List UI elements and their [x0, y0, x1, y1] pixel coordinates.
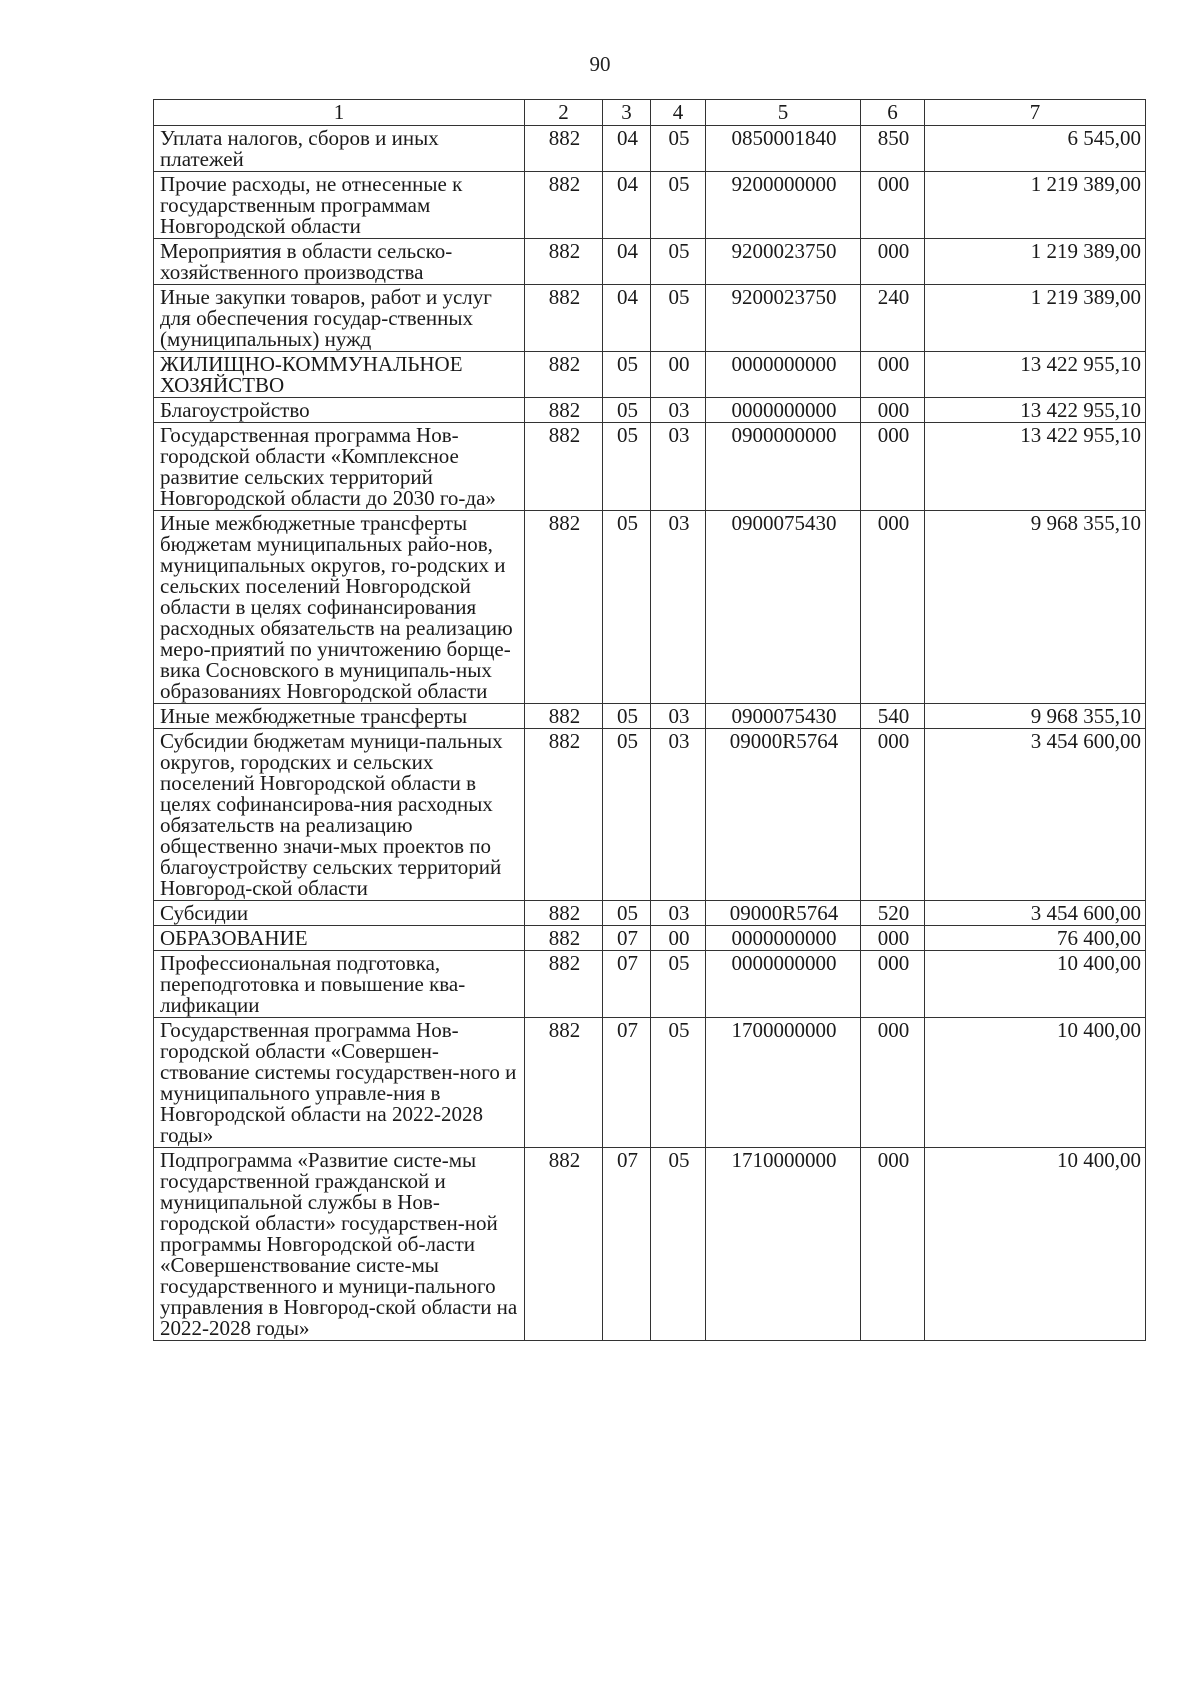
- row-code-4: 00: [651, 352, 706, 398]
- row-code-6: 000: [861, 1148, 925, 1341]
- row-name: Подпрограмма «Развитие систе-мы государственной гражданской и муниципальной службы в Нов-городской области» государствен-ной программы Новгородской об-ласти «Совершенствование систе-мы государственного и муници-пального управления в Новгород-ской области на 2022-2028 годы»: [154, 1148, 525, 1341]
- row-name: Государственная программа Нов-городской области «Совершен-ствование системы государствен-ного и муниципального управле-ния в Новгородской области на 2022-2028 годы»: [154, 1018, 525, 1148]
- table-row: [154, 1148, 1146, 1341]
- row-code-3: 04: [603, 126, 651, 172]
- row-name: ОБРАЗОВАНИЕ: [154, 926, 525, 951]
- row-code-5: 0000000000: [706, 352, 861, 398]
- row-code-6: 000: [861, 926, 925, 951]
- row-code-2: 882: [525, 511, 603, 704]
- row-code-4: 03: [651, 729, 706, 901]
- row-code-6: 000: [861, 398, 925, 423]
- row-amount: 13 422 955,10: [925, 423, 1146, 511]
- row-code-2: 882: [525, 352, 603, 398]
- column-header-7: 7: [925, 100, 1146, 126]
- row-code-3: 05: [603, 398, 651, 423]
- row-code-6: 000: [861, 172, 925, 239]
- row-amount: 10 400,00: [925, 1018, 1146, 1148]
- row-code-3: 07: [603, 951, 651, 1018]
- row-code-3: 07: [603, 1148, 651, 1341]
- row-code-4: 05: [651, 1148, 706, 1341]
- row-amount: 10 400,00: [925, 1148, 1146, 1341]
- table-row: [154, 352, 1146, 398]
- table-row: [154, 951, 1146, 1018]
- table-header-row: [154, 100, 1146, 126]
- table-row: [154, 901, 1146, 926]
- row-code-3: 07: [603, 926, 651, 951]
- table-row: [154, 729, 1146, 901]
- table-row: [154, 285, 1146, 352]
- row-code-6: 000: [861, 511, 925, 704]
- row-amount: 3 454 600,00: [925, 901, 1146, 926]
- column-header-6: 6: [861, 100, 925, 126]
- row-amount: 1 219 389,00: [925, 239, 1146, 285]
- row-code-6: 000: [861, 729, 925, 901]
- row-code-5: 0900000000: [706, 423, 861, 511]
- row-amount: 6 545,00: [925, 126, 1146, 172]
- row-code-4: 05: [651, 285, 706, 352]
- row-amount: 13 422 955,10: [925, 352, 1146, 398]
- row-code-4: 05: [651, 1018, 706, 1148]
- row-name: Иные закупки товаров, работ и услуг для обеспечения государ-ственных (муниципальных) нужд: [154, 285, 525, 352]
- column-header-1: 1: [154, 100, 525, 126]
- row-code-4: 03: [651, 398, 706, 423]
- table-row: [154, 704, 1146, 729]
- row-code-4: 05: [651, 239, 706, 285]
- row-name: Благоустройство: [154, 398, 525, 423]
- row-code-6: 000: [861, 1018, 925, 1148]
- row-amount: 13 422 955,10: [925, 398, 1146, 423]
- row-code-6: 000: [861, 352, 925, 398]
- row-code-3: 04: [603, 285, 651, 352]
- row-code-5: 0000000000: [706, 926, 861, 951]
- row-name: Государственная программа Нов-городской области «Комплексное развитие сельских территорий Новгородской области до 2030 го-да»: [154, 423, 525, 511]
- row-code-5: 1700000000: [706, 1018, 861, 1148]
- table-row: [154, 126, 1146, 172]
- table-row: [154, 239, 1146, 285]
- row-name: Прочие расходы, не отнесенные к государственным программам Новгородской области: [154, 172, 525, 239]
- row-code-3: 05: [603, 511, 651, 704]
- row-name: Субсидии: [154, 901, 525, 926]
- row-code-4: 03: [651, 423, 706, 511]
- row-code-4: 05: [651, 126, 706, 172]
- row-code-2: 882: [525, 1018, 603, 1148]
- row-code-6: 000: [861, 239, 925, 285]
- row-name: Субсидии бюджетам муници-пальных округов, городских и сельских поселений Новгородской области в целях софинансирова-ния расходных обязательств на реализацию общественно значи-мых проектов по благоустройству сельских территорий Новгород-ской области: [154, 729, 525, 901]
- table-row: [154, 926, 1146, 951]
- column-header-2: 2: [525, 100, 603, 126]
- row-code-2: 882: [525, 126, 603, 172]
- row-code-3: 07: [603, 1018, 651, 1148]
- row-code-5: 0850001840: [706, 126, 861, 172]
- page-number: 90: [589, 52, 611, 76]
- table-row: [154, 423, 1146, 511]
- row-code-3: 05: [603, 423, 651, 511]
- row-code-6: 540: [861, 704, 925, 729]
- row-code-6: 850: [861, 126, 925, 172]
- row-amount: 3 454 600,00: [925, 729, 1146, 901]
- row-code-6: 000: [861, 951, 925, 1018]
- row-code-6: 000: [861, 423, 925, 511]
- row-name: Мероприятия в области сельско-хозяйственного производства: [154, 239, 525, 285]
- row-code-5: 0000000000: [706, 398, 861, 423]
- row-code-2: 882: [525, 285, 603, 352]
- row-code-2: 882: [525, 423, 603, 511]
- row-code-4: 05: [651, 951, 706, 1018]
- row-code-2: 882: [525, 398, 603, 423]
- row-amount: 10 400,00: [925, 951, 1146, 1018]
- row-name: ЖИЛИЩНО-КОММУНАЛЬНОЕ ХОЗЯЙСТВО: [154, 352, 525, 398]
- table-row: [154, 1018, 1146, 1148]
- column-header-4: 4: [651, 100, 706, 126]
- row-code-2: 882: [525, 926, 603, 951]
- row-code-5: 0900075430: [706, 704, 861, 729]
- row-code-3: 05: [603, 901, 651, 926]
- row-code-4: 03: [651, 511, 706, 704]
- row-amount: 9 968 355,10: [925, 704, 1146, 729]
- row-code-2: 882: [525, 1148, 603, 1341]
- table-row: [154, 398, 1146, 423]
- row-code-3: 05: [603, 729, 651, 901]
- column-header-5: 5: [706, 100, 861, 126]
- row-code-6: 240: [861, 285, 925, 352]
- row-code-2: 882: [525, 704, 603, 729]
- table-row: [154, 511, 1146, 704]
- row-code-3: 04: [603, 239, 651, 285]
- column-header-3: 3: [603, 100, 651, 126]
- row-name: Уплата налогов, сборов и иных платежей: [154, 126, 525, 172]
- row-code-2: 882: [525, 951, 603, 1018]
- row-amount: 9 968 355,10: [925, 511, 1146, 704]
- row-code-5: 9200023750: [706, 239, 861, 285]
- row-code-4: 00: [651, 926, 706, 951]
- row-code-5: 1710000000: [706, 1148, 861, 1341]
- row-name: Иные межбюджетные трансферты бюджетам муниципальных райо-нов, муниципальных округов, го-родских и сельских поселений Новгородской области в целях софинансирования расходных обязательств на реализацию меро-приятий по уничтожению борще-вика Сосновского в муниципаль-ных образованиях Новгородской области: [154, 511, 525, 704]
- row-code-5: 0000000000: [706, 951, 861, 1018]
- row-code-2: 882: [525, 239, 603, 285]
- row-code-5: 09000R5764: [706, 729, 861, 901]
- row-code-5: 9200000000: [706, 172, 861, 239]
- row-code-5: 0900075430: [706, 511, 861, 704]
- table-row: [154, 172, 1146, 239]
- row-code-4: 05: [651, 172, 706, 239]
- row-name: Профессиональная подготовка, переподготовка и повышение ква-лификации: [154, 951, 525, 1018]
- row-code-2: 882: [525, 901, 603, 926]
- row-code-3: 05: [603, 704, 651, 729]
- budget-table: [153, 99, 1146, 1341]
- row-code-4: 03: [651, 704, 706, 729]
- row-code-4: 03: [651, 901, 706, 926]
- row-amount: 76 400,00: [925, 926, 1146, 951]
- row-amount: 1 219 389,00: [925, 285, 1146, 352]
- row-code-2: 882: [525, 729, 603, 901]
- row-code-6: 520: [861, 901, 925, 926]
- row-code-5: 09000R5764: [706, 901, 861, 926]
- row-code-3: 05: [603, 352, 651, 398]
- row-code-3: 04: [603, 172, 651, 239]
- row-code-5: 9200023750: [706, 285, 861, 352]
- row-name: Иные межбюджетные трансферты: [154, 704, 525, 729]
- row-amount: 1 219 389,00: [925, 172, 1146, 239]
- row-code-2: 882: [525, 172, 603, 239]
